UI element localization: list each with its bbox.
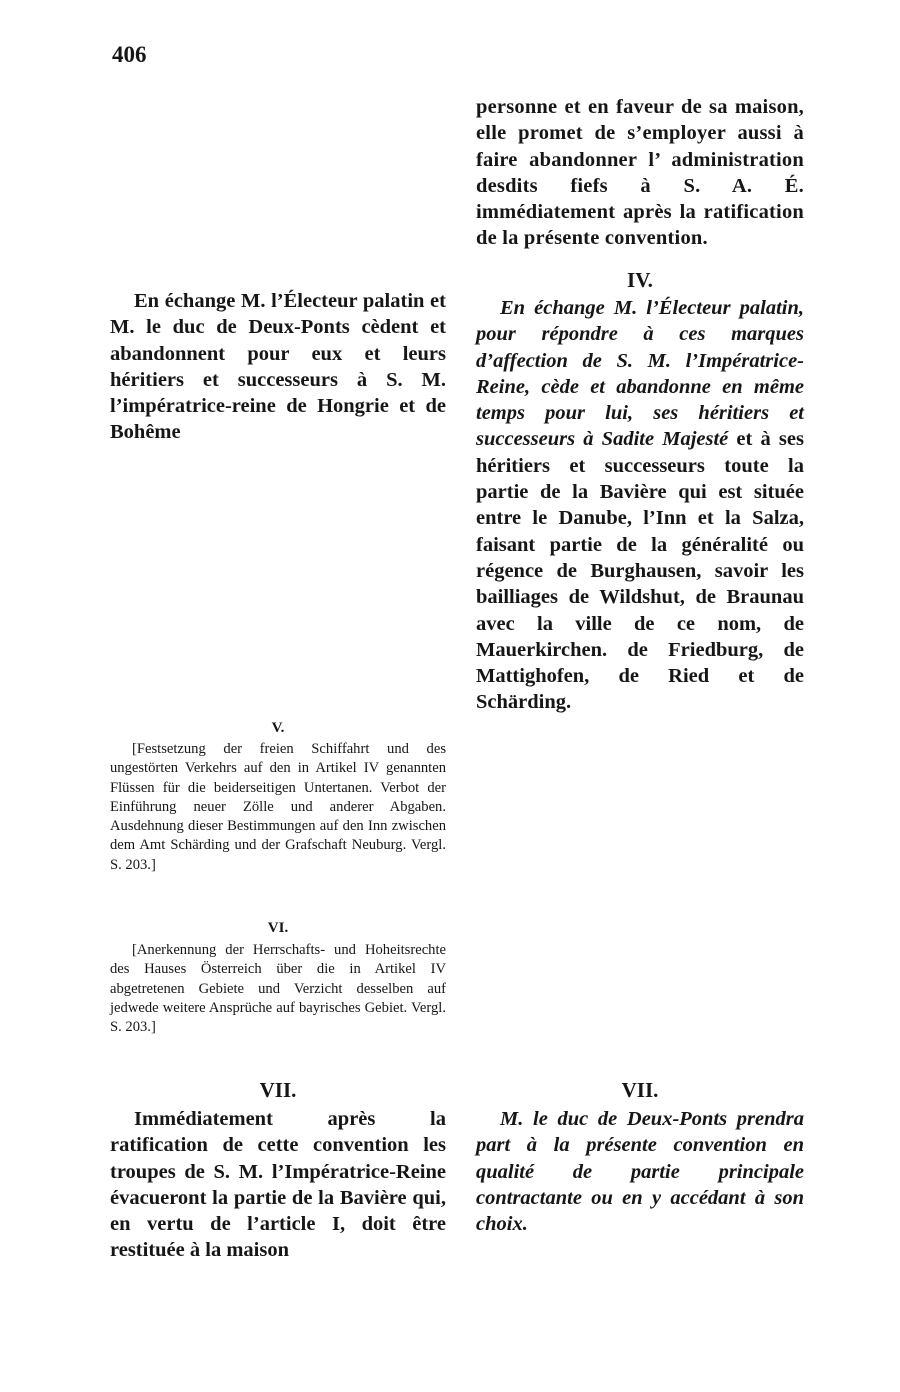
article-vi-heading: VI. — [267, 920, 289, 936]
right-continuation-paragraph: personne et en faveur de sa maison, elle promet de s’employer aussi à faire abandonner l’ administration desdits fiefs à S. A. É. immédiatement après la ratification de la présente convention. — [476, 96, 804, 250]
article-iv-left-paragraph: En échange M. l’Électeur palatin et M. le duc de Deux-Ponts cèdent et abandonnent pour eux et leurs héritiers et successeurs à S. M. l’impératrice-reine de Hongrie et de Bohême — [110, 290, 446, 444]
article-iv-right-italic-text: En échange M. l’Électeur palatin, pour répondre à ces marques d’affection de S. M. l’Impératrice-Reine, cède et abandonne en même temps pour lui, ses héritiers et successeurs à Sadite Majesté — [476, 297, 804, 451]
article-vii-right-paragraph: M. le duc de Deux-Ponts prendra part à la présente convention en qualité de partie principale contractante ou en y accédant à son choix. — [476, 1108, 804, 1236]
article-iv-heading-right: IV. — [627, 268, 653, 292]
article-v-note: [Festsetzung der freien Schiffahrt und des ungestörten Verkehrs auf den in Artikel IV genannten Flüssen für die beiderseitigen Untertanen. Verbot der Einführung neuer Zölle und anderer Abgaben. Ausdehnung dieser Bestimmungen auf den Inn zwischen dem Amt Schärding und der Grafschaft Neuburg. Vergl. S. 203.] — [110, 741, 446, 873]
article-iv-right-paragraph — [476, 295, 804, 716]
article-vii-heading-right: VII. — [621, 1078, 659, 1102]
article-vii-heading-left: VII. — [259, 1078, 297, 1102]
article-iv-right-roman-text: et à ses héritiers et successeurs toute la partie de la Bavière qui est située entre le Danube, l’Inn et la Salza, faisant partie de la généralité ou régence de Burghausen, savoir les bailliages de Wildshut, de Braunau avec la ville de ce nom, de Mauerkirchen. de Friedburg, de Mattighofen, de Ried et de Schärding. — [476, 428, 804, 714]
article-vii-left-paragraph: Immédiatement après la ratification de cette convention les troupes de S. M. l’Impératrice-Reine évacueront la partie de la Bavière qui, en vertu de l’article I, doit être restituée à la maison — [110, 1108, 446, 1262]
article-vi-note: [Anerkennung der Herrschafts- und Hoheitsrechte des Hauses Österreich über die in Artikel IV abgetretenen Gebiete und Verzicht desselben auf jedwede weitere Ansprüche auf bayrisches Gebiet. Vergl. S. 203.] — [110, 942, 446, 1036]
page-number: 406 — [112, 42, 147, 67]
article-v-heading: V. — [271, 720, 285, 736]
